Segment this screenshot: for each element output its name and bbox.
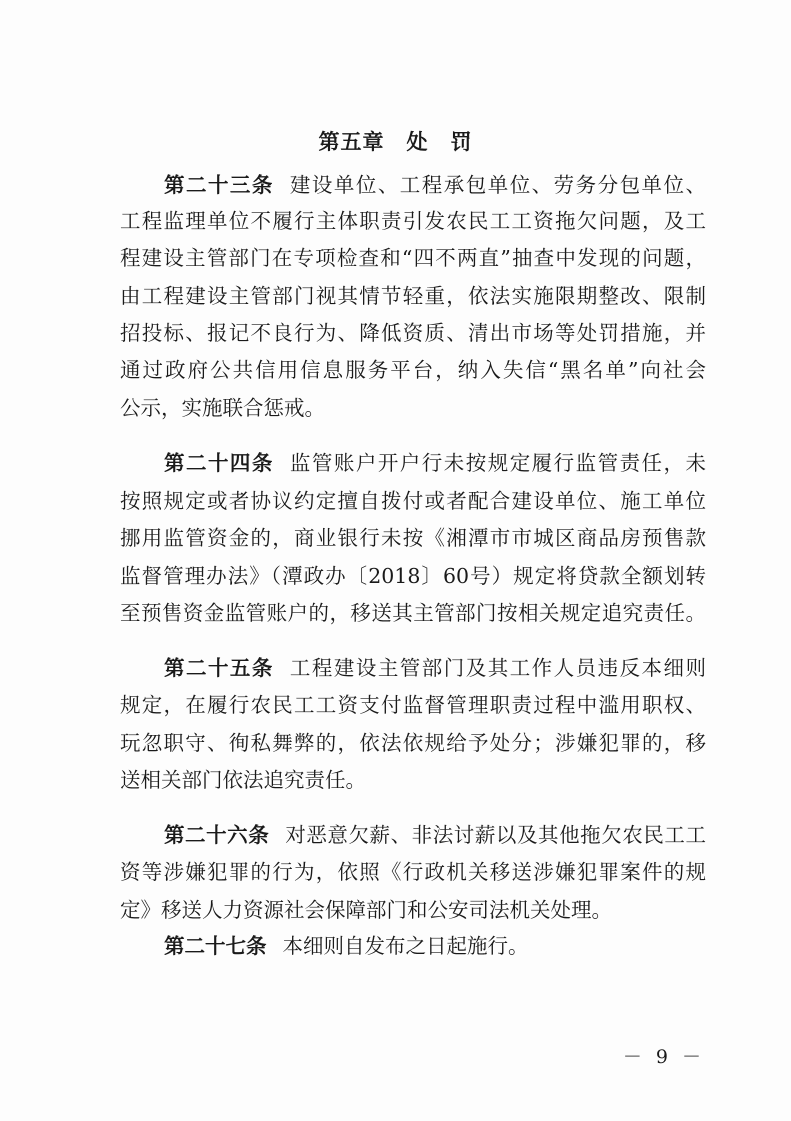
article-23-line-2: 工程监理单位不履行主体职责引发农民工工资拖欠问题，及工: [120, 209, 706, 233]
article-26-line-1: 第二十六条 对恶意欠薪、非法讨薪以及其他拖欠农民工工: [164, 823, 706, 847]
article-27-label: 第二十七条: [164, 934, 267, 958]
article-23-line-3: 程建设主管部门在专项检查和“四不两直”抽查中发现的问题，: [120, 246, 706, 270]
article-23-line-7: 公示，实施联合惩戒。: [120, 396, 325, 420]
article-26-line-2: 资等涉嫌犯罪的行为，依照《行政机关移送涉嫌犯罪案件的规: [120, 860, 706, 884]
article-23-line-4: 由工程建设主管部门视其情节轻重，依法实施限期整改、限制: [120, 284, 706, 308]
article-24-label: 第二十四条: [164, 451, 274, 475]
article-23-line-6: 通过政府公共信用信息服务平台，纳入失信“黑名单”向社会: [120, 358, 706, 382]
article-25-line-1: 第二十五条 工程建设主管部门及其工作人员违反本细则: [164, 656, 707, 680]
article-25-line-4: 送相关部门依法追究责任。: [120, 768, 366, 792]
article-24-line-4: 监督管理办法》（潭政办〔2018〕60号）规定将贷款全额划转: [120, 564, 706, 588]
article-24-line-5: 至预售资金监管账户的，移送其主管部门按相关规定追究责任。: [120, 601, 706, 625]
article-27-line-1: 第二十七条 本细则自发布之日起施行。: [164, 934, 529, 958]
article-25-line-3: 玩忽职守、徇私舞弊的，依法依规给予处分；涉嫌犯罪的，移: [120, 731, 706, 755]
article-24-line-2: 按照规定或者协议约定擅自拨付或者配合建设单位、施工单位: [120, 489, 706, 513]
article-26-label: 第二十六条: [164, 823, 270, 847]
article-24-line-3: 挪用监管资金的，商业银行未按《湘潭市市城区商品房预售款: [120, 526, 706, 550]
chapter-title: 第五章 处 罚: [318, 130, 473, 154]
article-24-line-1: 第二十四条 监管账户开户行未按规定履行监管责任，未: [164, 451, 707, 475]
article-23-line-1: 第二十三条 建设单位、工程承包单位、劳务分包单位、: [164, 173, 707, 197]
article-25-label: 第二十五条: [164, 656, 274, 680]
article-23-line-5: 招投标、报记不良行为、降低资质、清出市场等处罚措施，并: [120, 321, 706, 345]
page-number: － 9 －: [622, 1046, 705, 1068]
article-23-label: 第二十三条: [164, 173, 274, 197]
article-26-line-3: 定》移送人力资源社会保障部门和公安司法机关处理。: [120, 898, 612, 922]
article-25-line-2: 规定，在履行农民工工资支付监督管理职责过程中滥用职权、: [120, 693, 706, 717]
